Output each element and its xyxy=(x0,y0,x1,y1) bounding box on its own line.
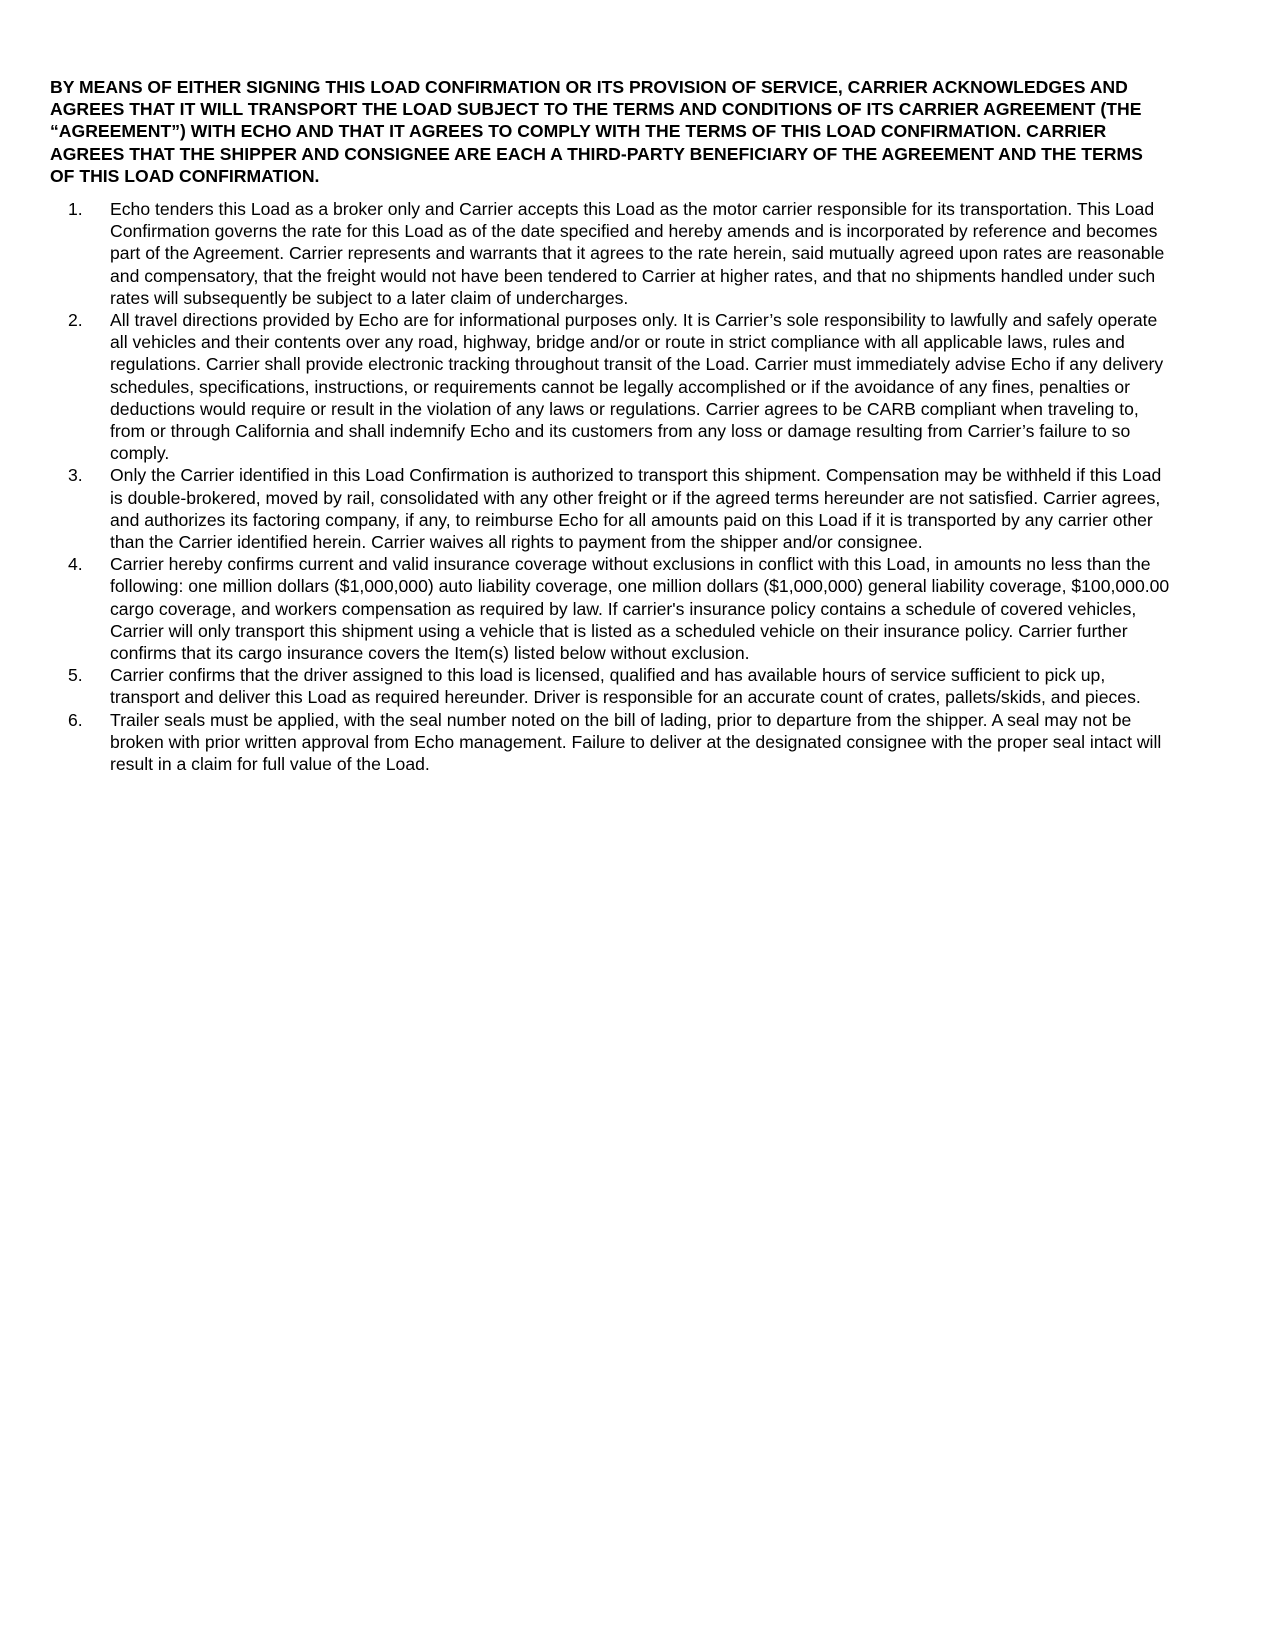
term-text: Only the Carrier identified in this Load Confirmation is authorized to transport this shipment. Compensation may be withheld if this Load is double-brokered, moved by rail, consolidated with any other freight or if the agreed terms hereunder are not satisfied. Carrier agrees, and authorizes its factoring company, if any, to reimburse Echo for all amounts paid on this Load if it is transported by any carrier other than the Carrier identified herein. Carrier waives all rights to payment from the shipper and/or consignee. xyxy=(110,465,1162,553)
term-number: 1. xyxy=(68,199,83,220)
terms-list xyxy=(50,198,1170,775)
preamble-paragraph: BY MEANS OF EITHER SIGNING THIS LOAD CONFIRMATION OR ITS PROVISION OF SERVICE, CARRIER ACKNOWLEDGES AND AGREES THAT IT WILL TRANSPORT THE LOAD SUBJECT TO THE TERMS AND CONDITIONS OF ITS CARRIER AGREEMENT (THE “AGREEMENT”) WITH ECHO AND THAT IT AGREES TO COMPLY WITH THE TERMS OF THIS LOAD CONFIRMATION. CARRIER AGREES THAT THE SHIPPER AND CONSIGNEE ARE EACH A THIRD-PARTY BENEFICIARY OF THE AGREEMENT AND THE TERMS OF THIS LOAD CONFIRMATION. xyxy=(50,77,1143,186)
term-number: 3. xyxy=(68,465,83,486)
term-number: 5. xyxy=(68,665,83,686)
term-item-5 xyxy=(50,664,1170,708)
term-number: 6. xyxy=(68,709,83,730)
term-number: 2. xyxy=(68,310,83,331)
term-item-6 xyxy=(50,709,1170,776)
term-text: Trailer seals must be applied, with the seal number noted on the bill of lading, prior to departure from the shipper. A seal may not be broken with prior written approval from Echo management. Failure to deliver at the designated consignee with the proper seal intact will result in a claim for full value of the Load. xyxy=(110,709,1162,775)
term-item-3 xyxy=(50,464,1170,553)
term-text: Echo tenders this Load as a broker only and Carrier accepts this Load as the motor carrier responsible for its transportation. This Load Confirmation governs the rate for this Load as of the date specified and hereby amends and is incorporated by reference and becomes part of the Agreement. Carrier represents and warrants that it agrees to the rate herein, said mutually agreed upon rates are reasonable and compensatory, that the freight would not have been tendered to Carrier at higher rates, and that no shipments handled under such rates will subsequently be subject to a later claim of undercharges. xyxy=(110,199,1165,308)
document-page xyxy=(50,76,1170,775)
term-number: 4. xyxy=(68,554,83,575)
term-item-4 xyxy=(50,553,1170,664)
term-item-1 xyxy=(50,198,1170,309)
term-text: Carrier hereby confirms current and valid insurance coverage without exclusions in conflict with this Load, in amounts no less than the following: one million dollars ($1,000,000) auto liability coverage, one million dollars ($1,000,000) general liability coverage, $100,000.00 cargo coverage, and workers compensation as required by law. If carrier's insurance policy contains a schedule of covered vehicles, Carrier will only transport this shipment using a vehicle that is listed as a scheduled vehicle on their insurance policy. Carrier further confirms that its cargo insurance covers the Item(s) listed below without exclusion. xyxy=(110,554,1170,664)
term-text: All travel directions provided by Echo are for informational purposes only. It is Carrier’s sole responsibility to lawfully and safely operate all vehicles and their contents over any road, highway, bridge and/or or route in strict compliance with all applicable laws, rules and regulations. Carrier shall provide electronic tracking throughout transit of the Load. Carrier must immediately advise Echo if any delivery schedules, specifications, instructions, or requirements cannot be legally accomplished or if the avoidance of any fines, penalties or deductions would require or result in the violation of any laws or regulations. Carrier agrees to be CARB compliant when traveling to, from or through California and shall indemnify Echo and its customers from any loss or damage resulting from Carrier’s failure to so comply. xyxy=(110,310,1164,464)
term-text: Carrier confirms that the driver assigned to this load is licensed, qualified and has available hours of service sufficient to pick up, transport and deliver this Load as required hereunder. Driver is responsible for an accurate count of crates, pallets/skids, and pieces. xyxy=(110,665,1141,708)
term-item-2 xyxy=(50,309,1170,464)
